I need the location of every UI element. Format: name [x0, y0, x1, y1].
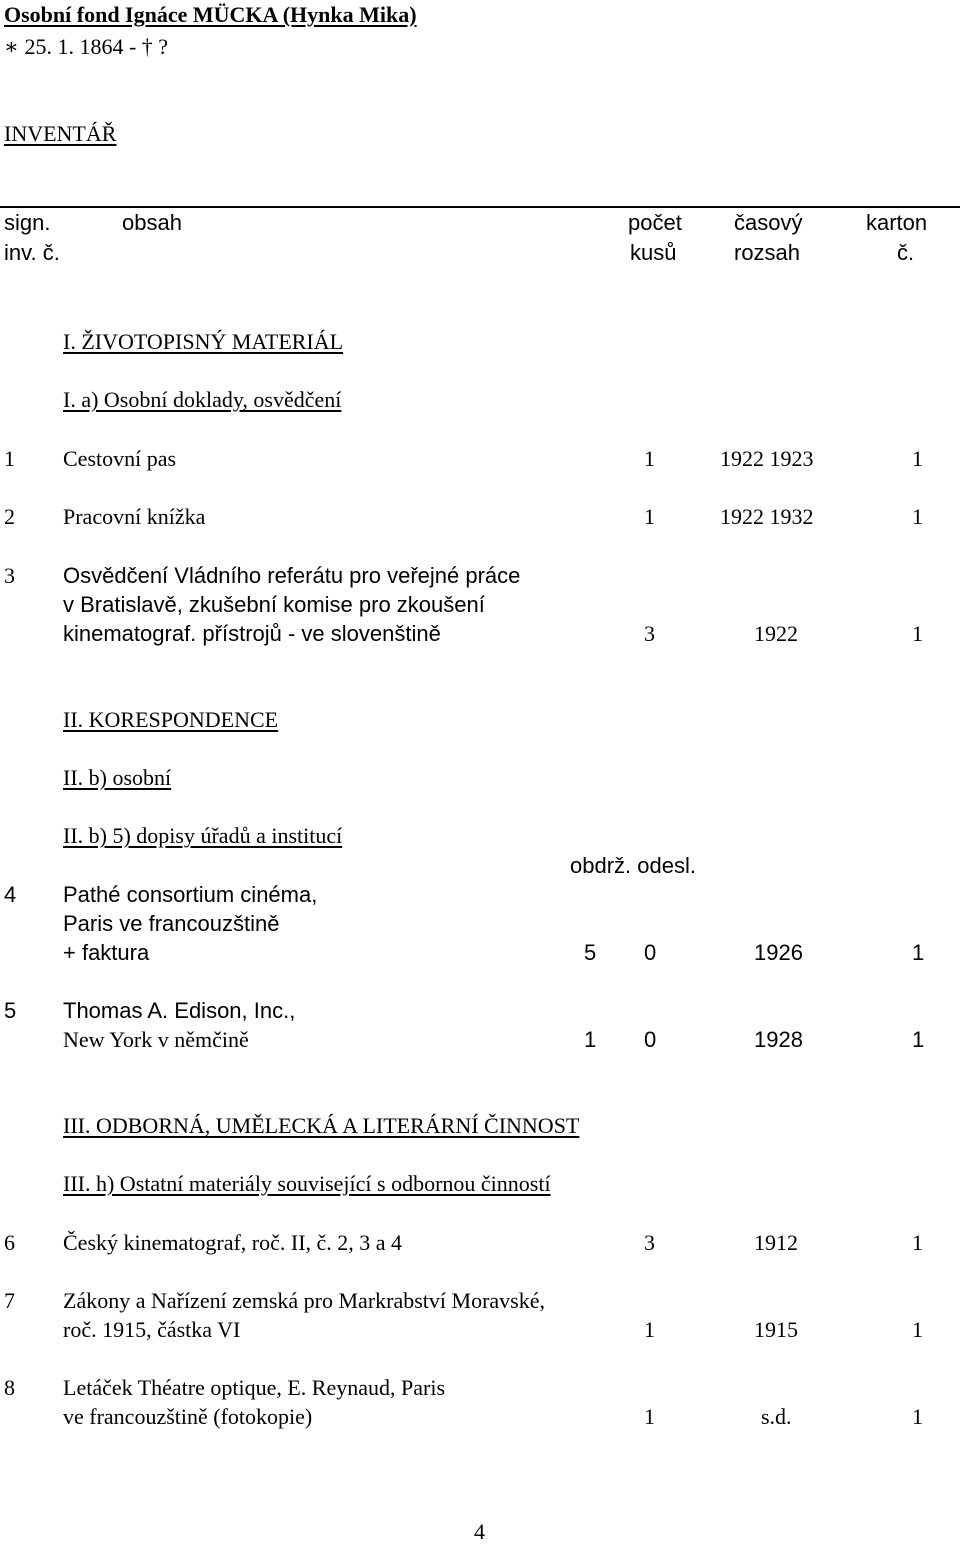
- item-number: 7: [4, 1288, 15, 1313]
- item-description: roč. 1915, částka VI: [63, 1317, 241, 1342]
- document-title: Osobní fond Ignáce MÜCKA (Hynka Mika): [4, 2, 417, 27]
- item-date-range: 1922: [754, 621, 798, 646]
- col-karton: karton: [866, 210, 928, 235]
- item-date-range: 1912: [754, 1230, 798, 1255]
- item-date-range: 1915: [754, 1317, 798, 1342]
- subsection-heading: II. b) 5) dopisy úřadů a institucí: [63, 823, 343, 848]
- header-divider: [0, 206, 960, 208]
- item-received: 5: [584, 940, 597, 965]
- item-description: Paris ve francouzštině: [63, 911, 280, 936]
- item-count: 1: [644, 1404, 655, 1429]
- item-number: 8: [4, 1375, 15, 1400]
- subsection-heading: II. b) osobní: [63, 765, 172, 790]
- item-box: 1: [912, 1027, 925, 1052]
- section-heading: I. ŽIVOTOPISNÝ MATERIÁL: [63, 329, 344, 354]
- section-heading: III. ODBORNÁ, UMĚLECKÁ A LITERÁRNÍ ČINNOST: [63, 1113, 580, 1138]
- item-received: 1: [584, 1027, 597, 1052]
- col-karton-no: č.: [897, 240, 915, 265]
- item-count: 3: [644, 621, 655, 646]
- item-description: ve francouzštině (fotokopie): [63, 1404, 313, 1429]
- col-kusu: kusů: [630, 240, 677, 265]
- col-pocet: počet: [628, 210, 682, 235]
- item-description: kinematograf. přístrojů - ve slovenštině: [63, 621, 441, 646]
- item-number: 3: [4, 563, 15, 588]
- col-sign: sign.: [4, 210, 51, 235]
- item-count: 1: [644, 1317, 655, 1342]
- item-date-range: 1926: [754, 940, 803, 965]
- item-count: 3: [644, 1230, 655, 1255]
- life-dates: ∗ 25. 1. 1864 - † ?: [4, 34, 169, 59]
- item-box: 1: [912, 1230, 923, 1255]
- section-heading: II. KORESPONDENCE: [63, 707, 279, 732]
- item-date-range: 1922 1923: [720, 446, 814, 471]
- inventory-heading: INVENTÁŘ: [4, 121, 117, 146]
- item-box: 1: [912, 940, 925, 965]
- item-description: + faktura: [63, 940, 150, 965]
- item-description: Český kinematograf, roč. II, č. 2, 3 a 4: [63, 1230, 403, 1255]
- item-box: 1: [912, 446, 923, 471]
- item-description: v Bratislavě, zkušební komise pro zkoušení: [63, 592, 485, 617]
- item-number: 6: [4, 1230, 15, 1255]
- item-sent: 0: [644, 1027, 657, 1052]
- col-inv-no: inv. č.: [4, 240, 60, 265]
- item-description: New York v němčině: [63, 1027, 249, 1052]
- item-description: Zákony a Nařízení zemská pro Markrabství Moravské,: [63, 1288, 546, 1313]
- item-description: Pathé consortium cinéma,: [63, 882, 318, 907]
- item-date-range: s.d.: [761, 1404, 792, 1429]
- item-description: Letáček Théatre optique, E. Reynaud, Paris: [63, 1375, 446, 1400]
- item-date-range: 1928: [754, 1027, 803, 1052]
- item-sent: 0: [644, 940, 657, 965]
- item-number: 1: [4, 446, 15, 471]
- item-description: Osvědčení Vládního referátu pro veřejné práce: [63, 563, 521, 588]
- col-obsah: obsah: [122, 210, 182, 235]
- col-casovy: časový: [734, 210, 803, 235]
- item-number: 5: [4, 998, 17, 1023]
- subsection-heading: I. a) Osobní doklady, osvědčení: [63, 387, 342, 412]
- item-box: 1: [912, 504, 923, 529]
- item-description: Thomas A. Edison, Inc.,: [63, 998, 296, 1023]
- item-box: 1: [912, 621, 923, 646]
- received-sent-label: obdrž. odesl.: [570, 853, 696, 878]
- item-description: Cestovní pas: [63, 446, 177, 471]
- page-number: 4: [474, 1519, 485, 1544]
- item-description: Pracovní knížka: [63, 504, 206, 529]
- item-date-range: 1922 1932: [720, 504, 814, 529]
- item-number: 4: [4, 882, 17, 907]
- subsection-heading: III. h) Ostatní materiály související s odbornou činností: [63, 1171, 551, 1196]
- item-count: 1: [644, 504, 655, 529]
- col-rozsah: rozsah: [734, 240, 801, 265]
- item-box: 1: [912, 1317, 923, 1342]
- item-count: 1: [644, 446, 655, 471]
- item-number: 2: [4, 504, 15, 529]
- item-box: 1: [912, 1404, 923, 1429]
